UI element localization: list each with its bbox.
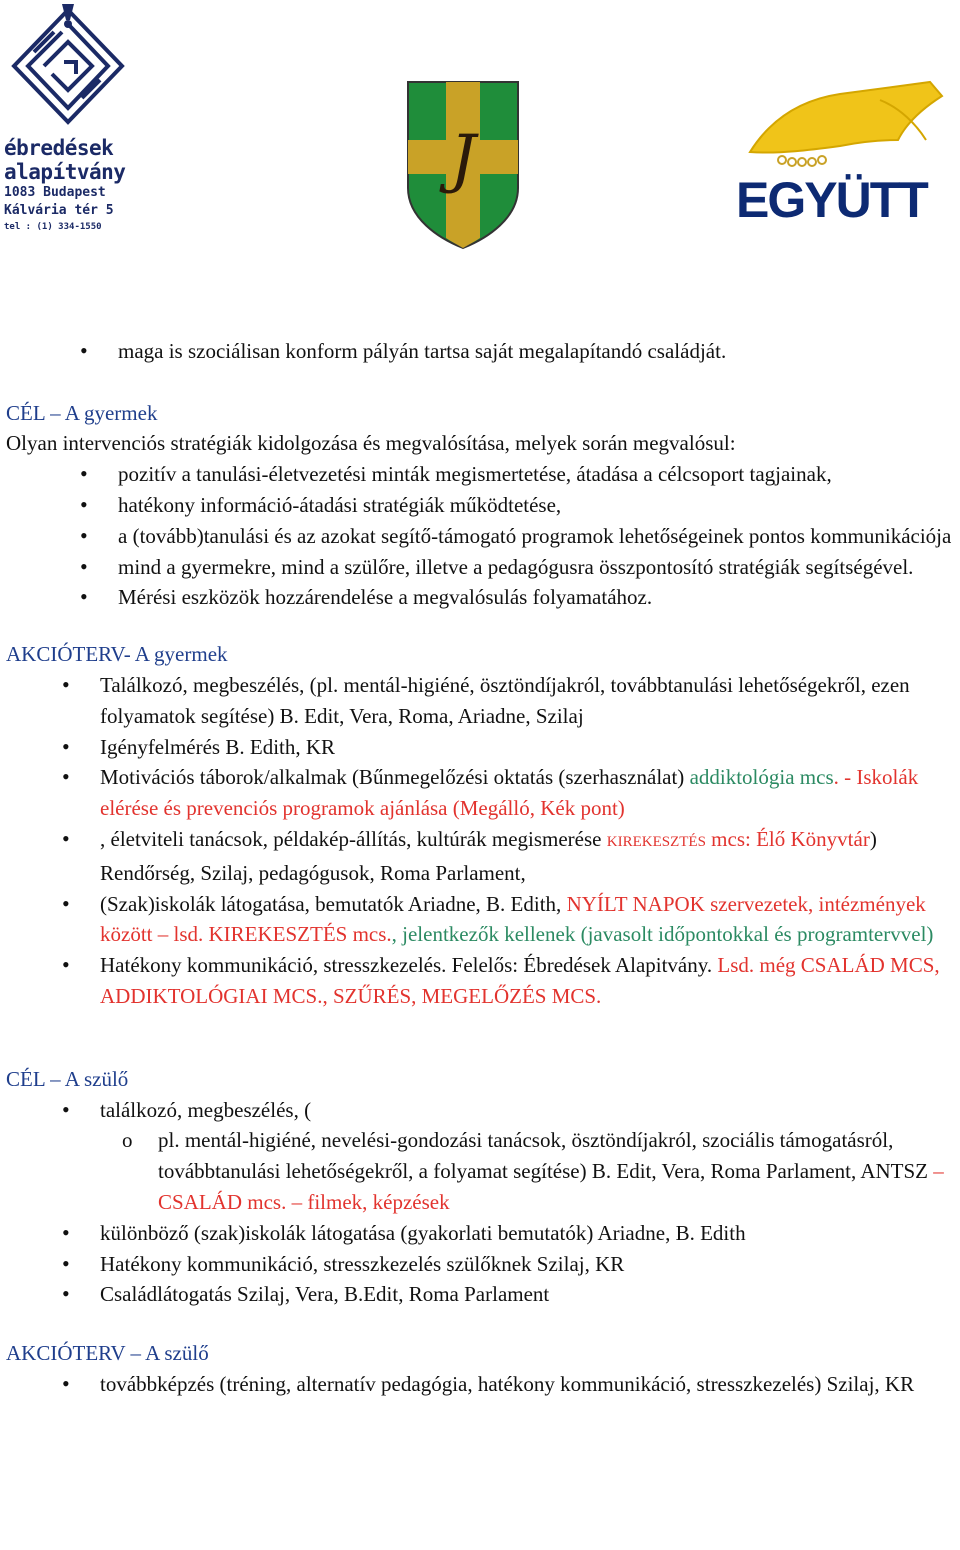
egyutt-logo	[730, 80, 956, 230]
intro-list	[0, 336, 960, 367]
list-item: • Mérési eszközök hozzárendelése a megvalósulás folyamatához.	[0, 582, 960, 613]
section-heading-goal-parent: CÉL – A szülő	[6, 1066, 129, 1091]
list-item: • a (tovább)tanulási és az azokat segítő-támogató programok lehetőségeinek pontos kommunikációja	[0, 521, 960, 552]
action-parent-list	[0, 1369, 960, 1400]
logo-header	[0, 0, 960, 260]
list-item: • maga is szociálisan konform pályán tartsa saját megalapítandó családját.	[0, 336, 960, 367]
list-item: • (Szak)iskolák látogatása, bemutatók Ariadne, B. Edith, NYÍLT NAPOK szervezetek, intézmények között – lsd. KIREKESZTÉS mcs., jelentkezők kellenek (javasolt időpontokkal és programtervvel)	[0, 889, 960, 951]
sub-list	[0, 1125, 960, 1217]
section-heading-action-parent: AKCIÓTERV – A szülő	[6, 1341, 209, 1366]
list-item: • Családlátogatás Szilaj, Vera, B.Edit, Roma Parlament	[0, 1279, 960, 1310]
list-item: • pozitív a tanulási-életvezetési minták megismertetése, átadása a célcsoport tagjainak,	[0, 459, 960, 490]
section-heading-goal-child: CÉL – A gyermek	[6, 400, 158, 425]
goal-parent-list	[0, 1095, 960, 1311]
document-body	[0, 336, 960, 1400]
list-item: • Motivációs táborok/alkalmak (Bűnmegelőzési oktatás (szerhasználat) addiktológia mcs. - Iskolák elérése és prevenciós programok ajánlása (Megálló, Kék pont)	[0, 762, 960, 824]
logo-address-line1: 1083 Budapest	[4, 185, 106, 200]
list-item: • mind a gyermekre, mind a szülőre, illetve a pedagógusra összpontosító stratégiák segítségével.	[0, 552, 960, 583]
logo-name-line1: ébredések	[4, 136, 114, 160]
logo-name-line2: alapítvány	[4, 160, 126, 184]
sub-list-item: o pl. mentál-higiéné, nevelési-gondozási tanácsok, ösztöndíjakról, szociális támogatásról, továbbtanulási lehetőségekről, a folyamat segítése) B. Edit, Vera, Roma Parlament, ANTSZ – CSALÁD mcs. – filmek, képzések	[0, 1125, 960, 1217]
shield-logo-icon	[404, 78, 522, 250]
list-item: • továbbképzés (tréning, alternatív pedagógia, hatékony kommunikáció, stresszkezelés) Szilaj, KR	[0, 1369, 960, 1400]
list-item: • Találkozó, megbeszélés, (pl. mentál-higiéné, ösztöndíjakról, továbbtanulási lehetőségekről, ezen folyamatok segítése) B. Edit, Vera, Roma, Ariadne, Szilaj	[0, 670, 960, 732]
list-item: • különböző (szak)iskolák látogatása (gyakorlati bemutatók) Ariadne, B. Edith	[0, 1218, 960, 1249]
section-heading-action-child: AKCIÓTERV- A gyermek	[6, 642, 228, 667]
list-item: • Hatékony kommunikáció, stresszkezelés. Felelős: Ébredések Alapitvány. Lsd. még CSALÁD MCS, ADDIKTOLÓGIAI MCS., SZŰRÉS, MEGELŐZÉS MCS.	[0, 950, 960, 1012]
egyutt-wordmark: EGYÜTT	[736, 172, 927, 228]
maze-emblem-icon	[4, 2, 132, 132]
logo-phone: tel : (1) 334-1550	[4, 222, 102, 232]
list-item: • , életviteli tanácsok, példakép-állítás, kultúrák megismerése KIREKESZTÉS mcs: Élő Könyvtár) Rendőrség, Szilaj, pedagógusok, Roma Parlament,	[0, 824, 960, 889]
action-child-list	[0, 670, 960, 1012]
list-item: • Igényfelmérés B. Edith, KR	[0, 732, 960, 763]
hands-emblem-icon	[730, 80, 956, 180]
list-item: • találkozó, megbeszélés, ( o pl. mentál-higiéné, nevelési-gondozási tanácsok, ösztöndíjakról, szociális támogatásról, továbbtanulási lehetőségekről, a folyamat segítése) B. Edit, Vera, Roma Parlament, ANTSZ – CSALÁD mcs. – filmek, képzések	[0, 1095, 960, 1218]
goal-child-list	[0, 459, 960, 613]
shield-letter: J	[450, 122, 476, 196]
ebredesek-logo	[4, 2, 132, 252]
list-item: • Hatékony kommunikáció, stresszkezelés szülőknek Szilaj, KR	[0, 1249, 960, 1280]
logo-address-line2: Kálvária tér 5	[4, 203, 114, 218]
section-intro: Olyan intervenciós stratégiák kidolgozása és megvalósítása, melyek során megvalósul:	[6, 431, 736, 456]
list-item: • hatékony információ-átadási stratégiák működtetése,	[0, 490, 960, 521]
